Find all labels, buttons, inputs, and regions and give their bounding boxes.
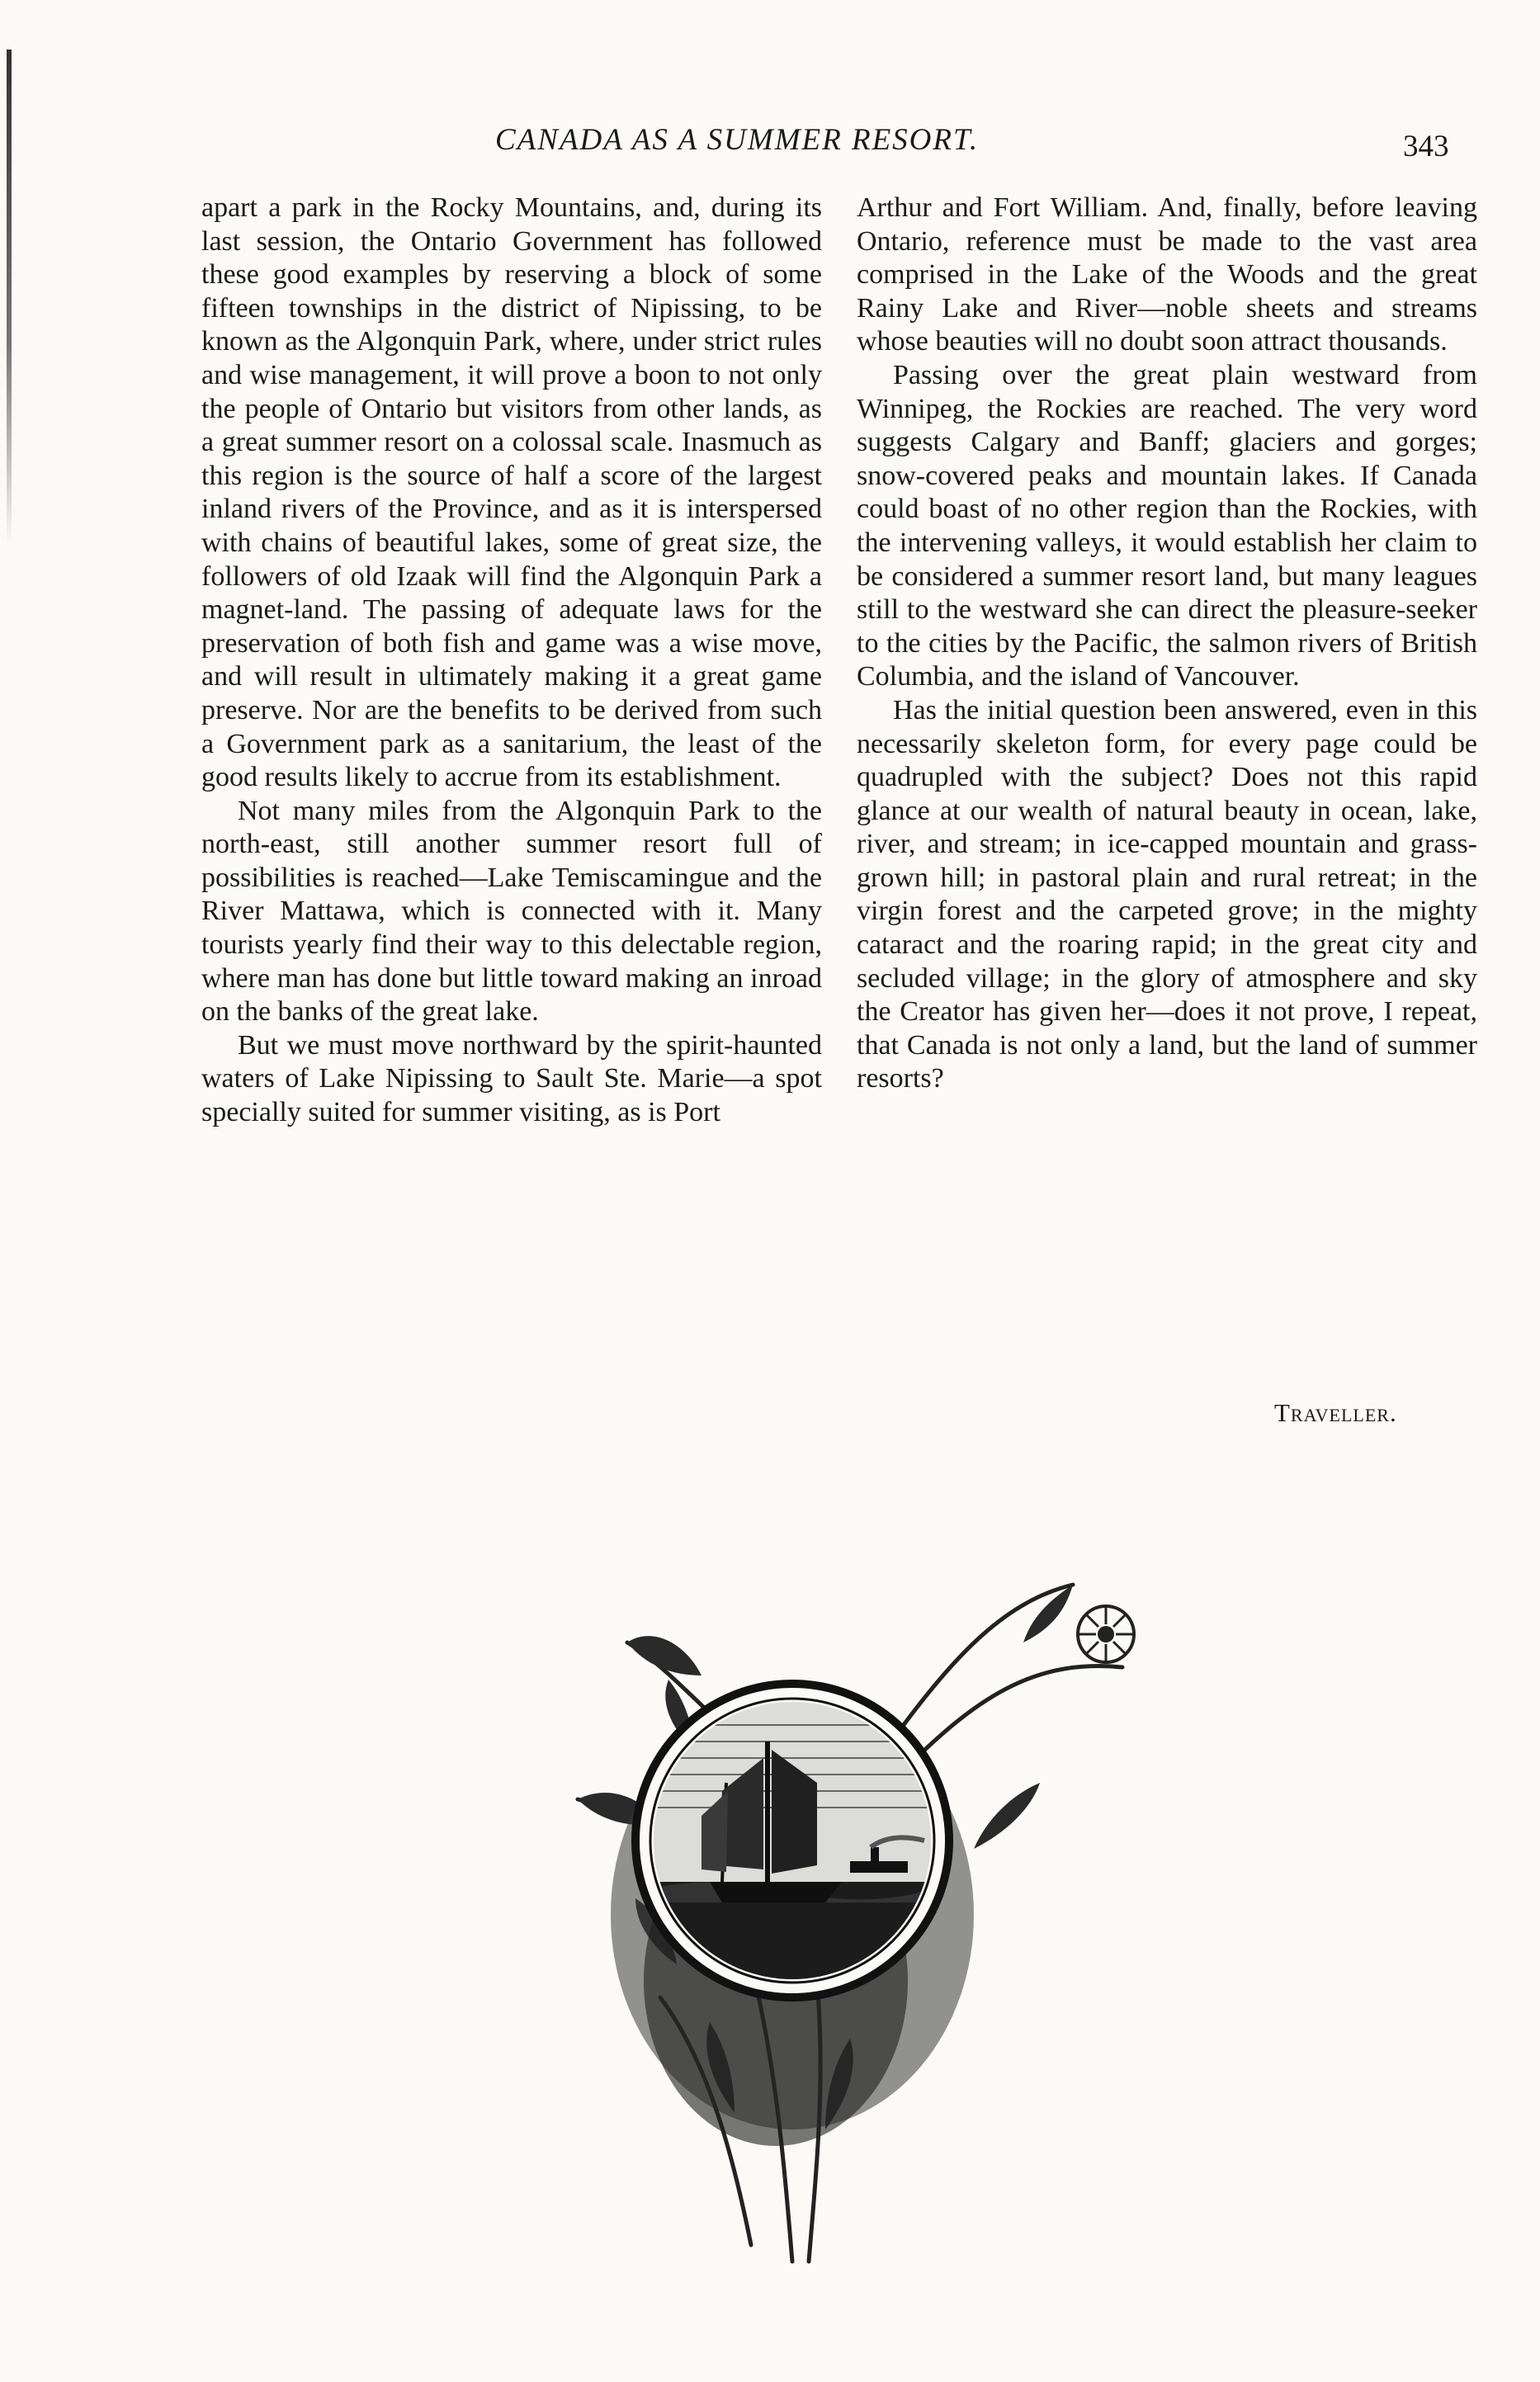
author-signature: Traveller. — [1274, 1398, 1397, 1427]
scan-edge-mark — [7, 50, 12, 545]
running-title: CANADA AS A SUMMER RESORT. — [495, 123, 980, 157]
left-column — [201, 191, 822, 1130]
ship-vignette-illustration — [545, 1535, 1172, 2278]
paragraph: Arthur and Fort William. And, finally, before leaving Ontario, reference must be made to the vast area comprised in the Lake of the Woods and the great Rainy Lake and River—noble sheets and streams whose beauties will no doubt soon attract thousands. — [857, 192, 1477, 357]
paragraph: apart a park in the Rocky Mountains, and, during its last session, the Ontario Government has followed these good examples by reserving a block of some fifteen townships in the district of Nipissing, to be known as the Algonquin Park, where, under strict rules and wise management, it will prove a boon to not only the people of Ontario but visitors from other lands, as a great summer resort on a colossal scale. Inasmuch as this region is the source of half a score of the largest inland rivers of the Province, and as it is interspersed with chains of beautiful lakes, some of great size, the followers of old Izaak will find the Algonquin Park a magnet-land. The passing of adequate laws for the preservation of both fish and game was a wise move, and will result in ultimately making it a great game preserve. Nor are the benefits to be derived from such a Government park as a sanitarium, the least of the good results likely to accrue from its establishment. — [201, 192, 822, 793]
paragraph: But we must move northward by the spirit-haunted waters of Lake Nipissing to Sault Ste. Marie—a spot specially suited for summer visiting, as is Port — [201, 1029, 822, 1128]
right-column — [857, 191, 1477, 1096]
paragraph: Not many miles from the Algonquin Park to the north-east, still another summer resort full of possibilities is reached—Lake Temiscamingue and the River Mattawa, which is connected with it. Many tourists yearly find their way to this delectable region, where man has done but little toward making an inroad on the banks of the great lake. — [201, 795, 822, 1028]
page-number: 343 — [1403, 130, 1449, 163]
paragraph: Has the initial question been answered, even in this necessarily skeleton form, for every page could be quadrupled with the subject? Does not this rapid glance at our wealth of natural beauty in ocean, lake, river, and stream; in ice-capped mountain and grass-grown hill; in pastoral plain and rural retreat; in the virgin forest and the carpeted grove; in the mighty cataract and the roaring rapid; in the great city and secluded village; in the glory of atmosphere and sky the Creator has given her—does it not prove, I repeat, that Canada is not only a land, but the land of summer resorts? — [857, 694, 1477, 1094]
paragraph: Passing over the great plain westward from Winnipeg, the Rockies are reached. The very word suggests Calgary and Banff; glaciers and gorges; snow-covered peaks and mountain lakes. If Canada could boast of no other region than the Rockies, with the intervening valleys, it would establish her claim to be considered a summer resort land, but many leagues still to the westward she can direct the pleasure-seeker to the cities by the Pacific, the salmon rivers of British Columbia, and the island of Vancouver. — [857, 359, 1477, 692]
